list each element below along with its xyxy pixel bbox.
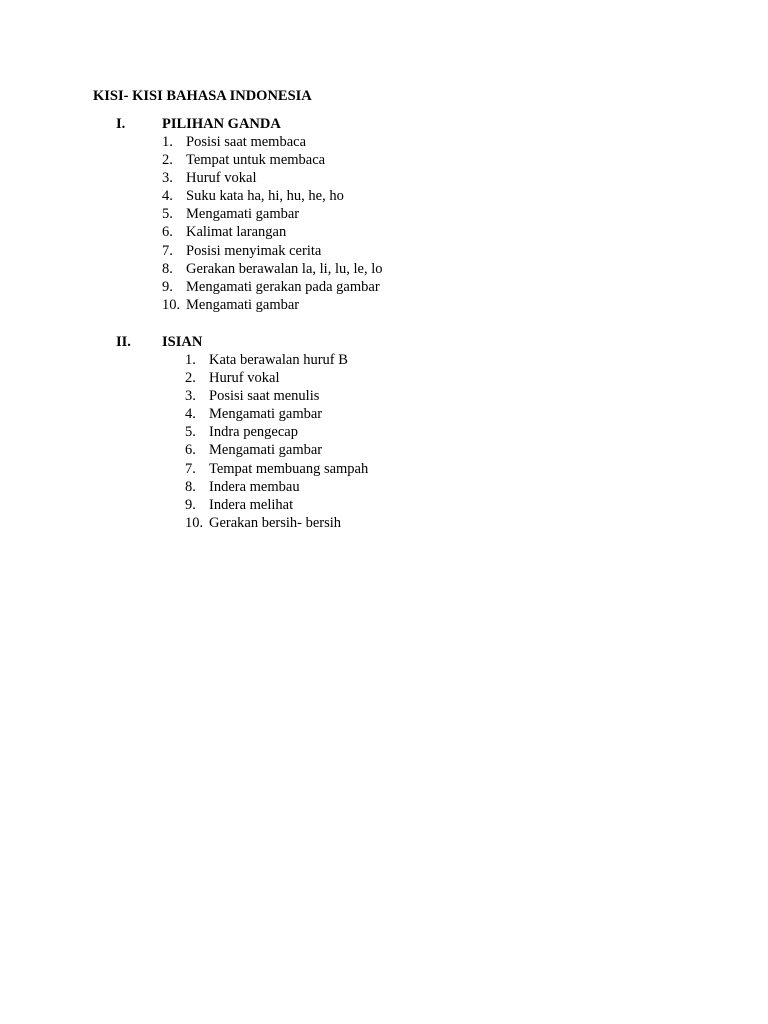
item-number: 5.	[185, 424, 196, 441]
item-number: 9.	[185, 496, 196, 513]
item-text: Kata berawalan huruf B	[209, 352, 348, 368]
item-text: Mengamati gambar	[209, 442, 323, 459]
item-text: Huruf vokal	[209, 370, 280, 387]
item-number: 7.	[185, 460, 196, 477]
item-number: 8.	[162, 260, 173, 277]
item-text: Mengamati gambar	[186, 206, 300, 223]
item-number: 1.	[185, 352, 196, 368]
item-number: 10.	[162, 296, 181, 313]
item-number: 3.	[162, 170, 173, 187]
item-text: Indera melihat	[209, 496, 294, 513]
item-text: Mengamati gerakan pada gambar	[186, 278, 380, 295]
item-text: Gerakan berawalan la, li, lu, le, lo	[186, 260, 383, 277]
item-number: 3.	[185, 388, 196, 405]
item-number: 4.	[162, 188, 173, 205]
item-text: Tempat untuk membaca	[186, 152, 326, 169]
item-text: Posisi saat menulis	[209, 388, 320, 405]
item-number: 6.	[185, 442, 196, 459]
item-number: 6.	[162, 224, 173, 241]
item-text: Mengamati gambar	[186, 296, 300, 313]
item-number: 7.	[162, 242, 173, 259]
document-title: KISI- KISI BAHASA INDONESIA	[93, 88, 312, 104]
item-number: 10.	[185, 514, 204, 531]
item-text: Posisi saat membaca	[186, 134, 307, 150]
section-heading: PILIHAN GANDA	[162, 116, 281, 132]
item-number: 4.	[185, 406, 196, 423]
item-text: Mengamati gambar	[209, 406, 323, 423]
item-number: 8.	[185, 478, 196, 495]
section-heading: ISIAN	[162, 334, 203, 350]
section-numeral: I.	[116, 116, 126, 132]
item-text: Kalimat larangan	[186, 224, 287, 241]
item-number: 1.	[162, 134, 173, 150]
item-text: Huruf vokal	[186, 170, 257, 187]
section-numeral: II.	[116, 334, 131, 350]
item-number: 5.	[162, 206, 173, 223]
item-text: Indra pengecap	[209, 424, 298, 441]
item-text: Posisi menyimak cerita	[186, 242, 322, 259]
item-number: 2.	[162, 152, 173, 169]
item-number: 2.	[185, 370, 196, 387]
item-text: Gerakan bersih- bersih	[209, 514, 342, 531]
item-number: 9.	[162, 278, 173, 295]
item-text: Indera membau	[209, 478, 300, 495]
item-text: Tempat membuang sampah	[209, 460, 369, 477]
item-text: Suku kata ha, hi, hu, he, ho	[186, 188, 344, 205]
